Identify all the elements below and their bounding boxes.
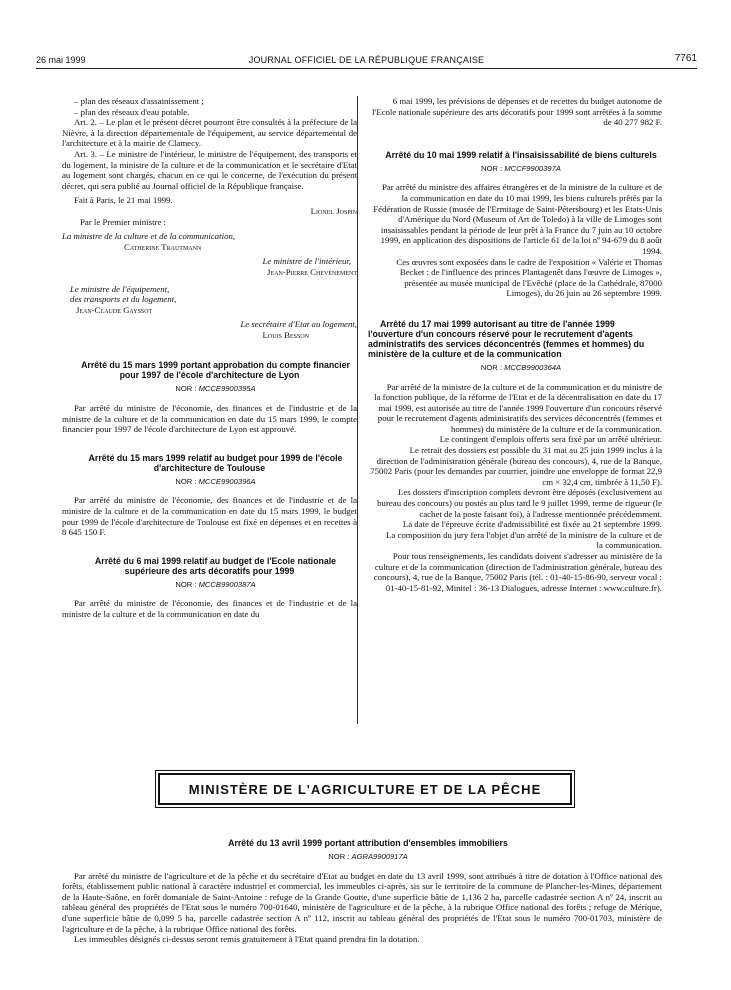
nor-reference [62,384,357,395]
signature-logement-title: Le secrétaire d'Etat au logement, [240,319,357,330]
bullet-item: – plan des réseaux d'eau potable. [74,106,190,117]
nor-label: NOR : [481,163,503,173]
nor-label: NOR : [480,362,502,372]
ministry-heading: MINISTÈRE DE L'AGRICULTURE ET DE LA PÊCHE [158,773,572,805]
arrete-body: Par arrêté du ministre de l'économie, des finances et de l'industrie et de la ministre de la culture et de la communication en date du [62,598,357,619]
arrete-body: Par arrêté du ministre de l'économie, des finances et de l'industrie et de la ministre de la culture et de la communication en date du 15 mars 1999, le budget pour 1999 de l'école d'architecture de Toulouse est fixé en dépenses et en recettes à 8 645 150 F. [62,495,357,538]
arrete-title: Arrêté du 15 mars 1999 relatif au budget pour 1999 de l'école d'architecture de Toulouse [88,452,343,473]
nor-label: NOR : [175,579,197,589]
arrete-body: Le retrait des dossiers est possible du 31 mai au 25 juin 1999 inclus à la direction de l'administration générale (bureau des concours), 4, rue de la Banque, 75002 Paris (pour les demandes par courrier, joindre une enveloppe de format 22,9 cm × 32,4 cm, timbrée à 11,50 F). [370,445,662,487]
signature-logement-name: Louis Besson [262,329,309,340]
arrete-body: Les immeubles désignés ci-dessus seront remis gratuitement à l'Etat quand prendra fin la dotation. [74,934,420,945]
arrete-title: Arrêté du 6 mai 1999 relatif au budget de l'Ecole nationale supérieure des arts décoratifs pour 1999 [94,555,337,576]
article-3: Art. 3. – Le ministre de l'intérieur, le ministre de l'équipement, des transports et du logement, la ministre de la culture et de la communication et le secrétaire d'Etat au logement sont chargés, chacun en ce qui le concerne, de l'exécution du présent décret, qui sera publié au Journal officiel de la République française. [62,148,357,191]
nor-code: MCCE9900395A [198,384,256,394]
column-divider [357,96,358,724]
nor-reference [62,477,357,488]
header-journal-title: JOURNAL OFFICIEL DE LA RÉPUBLIQUE FRANÇAISE [248,55,485,65]
signature-equipement-title-1: Le ministre de l'équipement, [70,283,170,294]
nor-reference [62,852,662,863]
nor-reference [62,580,357,591]
arrete-insaisissabilite [368,150,662,299]
nor-label: NOR : [175,384,197,394]
header-date: 26 mai 1999 [36,55,86,65]
arrete-body: Par arrêté du ministre de l'agriculture et de la pêche et du secrétaire d'Etat au budget en date du 13 avril 1999, sont attribués à titre de dotation à l'Office national des forêts, établissement public national à caractère industriel et commercial, les immeubles ci-après, sis sur le territoire de la commune de Plancher-les-Mines, département de la Haute-Saône, en forêt domaniale de Saint-Antoine : refuge de la Grande Goutte, d'une superficie bâtie de 1,136 2 ha, parcelle cadastrée section A nº 24, inscrit au tableau général des propriétés de l'Etat sous le numéro 700-01640, ministère de l'agriculture et de la pêche, à la rubrique Office national des forêts ; refuge de Mérique, d'une superficie bâtie de 0,099 5 ha, parcelle cadastrée section A nº 112, inscrit au tableau général des propriétés de l'Etat sous le numéro 700-01703, ministère de l'agriculture et de la pêche, à la rubrique Office national des forêts. [62,870,662,934]
signature-equipement-title-2: des transports et du logement, [70,294,177,305]
arrete-concours [368,319,662,593]
arrete-ensad [62,556,357,620]
arrete-body: Pour tous renseignements, les candidats doivent s'adresser au ministère de la culture et de la communication (direction de l'administration générale, bureau des concours), 4, rue de la Banque, 75002 Paris (tél. : 01-40-15-86-90, serveur vocal : 01-40-15-81-92, Minitel : 36-13 Dialogues, adresse Internet : www.culture.fr). [373,551,662,593]
signature-equipement-name: Jean-Claude Gayssot [76,304,153,315]
arrete-title: Arrêté du 10 mai 1999 relatif à l'insaisissabilité de biens culturels [385,149,657,160]
nor-code: MCCB9900387A [198,579,256,589]
nor-code: MCCB9900364A [504,362,562,372]
arrete-body: Par arrêté du ministre de l'économie, des finances et de l'industrie et de la ministre de la culture et de la communication en date du 15 mars 1999, le compte financier pour 1997 de l'école d'architecture de Lyon est approuvé. [62,403,357,435]
article-2: Art. 2. – Le plan et le présent décret pourront être consultés à la préfecture de la Nièvre, à la direction départementale de l'équipement, au service départemental de l'architecture et à la mairie de Clamecy. [62,117,357,149]
signature-culture-title: La ministre de la culture et de la communication, [62,231,236,242]
right-column [368,96,662,593]
signature-culture-name: Catherine Trautmann [124,241,202,252]
nor-reference [368,164,662,175]
signature-pm: Lionel Jospin [310,205,357,216]
arrete-title: Arrêté du 13 avril 1999 portant attribution d'ensembles immobiliers [228,838,508,848]
arrete-body: Les dossiers d'inscription complets devront être déposés (exclusivement au bureau des concours) ou postés au plus tard le 9 juillet 1999, terme de rigueur (le cachet de la poste faisant foi), à l'adresse mentionnée précédemment. [377,487,662,519]
nor-label: NOR : [175,476,197,486]
nor-code: MCCF9900397A [504,163,561,173]
nor-reference [368,363,662,374]
arrete-title: Arrêté du 17 mai 1999 autorisant au titre de l'année 1999 l'ouverture d'un concours réservé pour le recrutement d'agents administratifs des services déconcentrés (femmes et hommes) du ministère de la culture et de la communication [368,318,645,359]
arrete-body: Par arrêté du ministre des affaires étrangères et de la ministre de la culture et de la communication en date du 10 mai 1999, les biens culturels prêtés par la Fédération de Russie (musée de l'Ermitage de Saint-Pétersbourg) et les Etats-Unis d'Amérique du Nord (Museum of Art de Toledo) à la ville de Limoges sont insaisissables pendant la période de leur prêt à la France du 7 juin au 10 octobre 1999, en application des dispositions de l'article 61 de la loi nº 94-679 du 8 août 1994. [373,182,662,256]
arrete-body: Le contingent d'emplois offerts sera fixé par un arrêté ultérieur. [439,434,662,445]
arrete-title: Arrêté du 15 mars 1999 portant approbation du compte financier pour 1997 de l'école d'architecture de Lyon [81,360,350,381]
arrete-lyon [62,360,357,434]
signature-interieur-name: Jean-Pierre Chevènement [267,266,357,277]
left-column [62,96,357,620]
arrete-body: La date de l'épreuve écrite d'admissibilité est fixée au 21 septembre 1999. [402,519,662,530]
signature-interieur-title: Le ministre de l'intérieur, [262,256,351,267]
arrete-body: Ces œuvres sont exposées dans le cadre de l'exposition « Valérie et Thomas Becket : de l'influence des princes Plantagenêt dans l'œuvre de Limoges », présentée au musée municipal de l'Evêché (place de la Cathédrale, 87000 Limoges), du 26 juin au 26 septembre 1999. [396,256,662,299]
nor-code: MCCE9900396A [198,476,256,486]
page-header [36,52,697,69]
par-premier-ministre: Par le Premier ministre : [80,216,166,227]
arrete-continuation: 6 mai 1999, les prévisions de dépenses et de recettes du budget autonome de l'Ecole nationale supérieure des arts décoratifs pour 1999 sont arrêtées à la somme de 40 277 982 F. [372,96,662,128]
nor-code: AGRA9900917A [351,852,408,861]
arrete-body: Par arrêté de la ministre de la culture et de la communication et du ministre de la fonction publique, de la réforme de l'Etat et de la décentralisation en date du 17 mai 1999, est autorisée au titre de l'année 1999 l'ouverture d'un concours réservé pour le recrutement d'agents administratifs des services déconcentrés (femmes et hommes) du ministère de la culture et de la communication. [374,381,662,434]
bottom-section [62,838,662,945]
arrete-body: La composition du jury fera l'objet d'un arrêté de la ministre de la culture et de la communication. [385,529,662,551]
bullet-item: – plan des réseaux d'assainissement ; [74,96,204,106]
nor-label: NOR : [328,852,350,861]
page-number: 7761 [674,53,697,64]
arrete-toulouse [62,453,357,538]
fait-a-paris: Fait à Paris, le 21 mai 1999. [74,195,173,206]
